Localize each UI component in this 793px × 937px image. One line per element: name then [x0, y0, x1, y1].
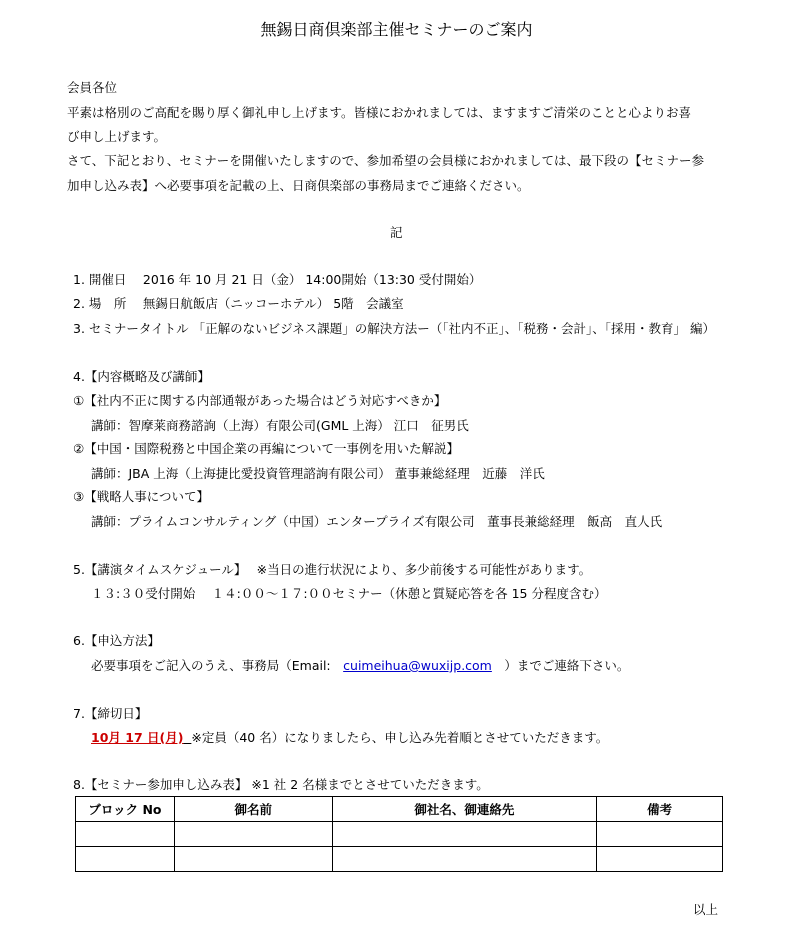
- table-header-row: [76, 797, 723, 822]
- section-deadline-heading: 7.【締切日】: [73, 706, 148, 721]
- section-apply-heading: 6.【申込方法】: [73, 633, 160, 648]
- col-company-contact: 御社名、御連絡先: [332, 797, 597, 822]
- section-schedule-heading: 5.【講演タイムスケジュール】 ※当日の進行状況により、多少前後する可能性があります。: [73, 562, 592, 577]
- email-link[interactable]: cuimeihua@wuxijp.com: [343, 658, 492, 673]
- deadline-line: [91, 730, 608, 746]
- apply-text-before: 必要事項をご記入のうえ、事務局（Email:: [91, 658, 344, 673]
- cell-remarks[interactable]: [597, 847, 723, 872]
- cell-name[interactable]: [174, 847, 332, 872]
- topic-2-title: ②【中国・国際税務と中国企業の再編について一事例を用いた解説】: [73, 441, 459, 456]
- cell-company-contact[interactable]: [332, 822, 597, 847]
- topic-2-lecturer: 講師：JBA 上海（上海捷比愛投資管理諮詢有限公司） 董事兼総経理 近藤 洋氏: [91, 466, 545, 481]
- cell-remarks[interactable]: [597, 822, 723, 847]
- intro-line-3: さて、下記とおり、セミナーを開催いたしますので、参加希望の会員様におかれましては、最下段の【セミナー参: [67, 153, 705, 168]
- cell-name[interactable]: [174, 822, 332, 847]
- salutation: 会員各位: [67, 80, 118, 95]
- cell-block-no[interactable]: [76, 822, 175, 847]
- page-title: 無錫日商倶楽部主催セミナーのご案内: [260, 20, 533, 39]
- closing: 以上: [693, 902, 719, 917]
- col-block-no: ブロック No: [76, 797, 175, 822]
- schedule-text: １３:３０受付開始 １４:００～１７:００セミナー（休憩と質疑応答を各 15 分程度含む）: [91, 586, 607, 601]
- deadline-note: ※定員（40 名）になりましたら、申し込み先着順とさせていただきます。: [191, 730, 609, 745]
- table-row: [76, 847, 723, 872]
- item-seminar-title: 3. セミナータイトル 「正解のないビジネス課題」の解決方法ー（「社内不正」、「税務・会計」、「採用・教育」 編）: [73, 321, 715, 336]
- topic-3-lecturer: 講師：プライムコンサルティング（中国）エンタープライズ有限公司 董事長兼総経理 飯高 直人氏: [91, 514, 663, 529]
- intro-line-2: び申し上げます。: [67, 129, 167, 144]
- cell-company-contact[interactable]: [332, 847, 597, 872]
- item-date: 1. 開催日 2016 年 10 月 21 日（金） 14:00開始（13:30 受付開始）: [73, 272, 482, 287]
- section-content-heading: 4.【内容概略及び講師】: [73, 369, 210, 384]
- deadline-date: 10月 17 日(月): [91, 730, 184, 745]
- section-form-heading: 8.【セミナー参加申し込み表】 ※1 社 2 名様までとさせていただきます。: [73, 777, 489, 792]
- apply-text-after: ）までご連絡下さい。: [491, 658, 630, 673]
- application-form-table: [75, 796, 723, 872]
- item-venue: 2. 場 所 無錫日航飯店（ニッコーホテル） 5階 会議室: [73, 296, 404, 311]
- topic-1-title: ①【社内不正に関する内部通報があった場合はどう対応すべきか】: [73, 393, 447, 408]
- ki-heading: 記: [390, 225, 403, 240]
- topic-3-title: ③【戦略人事について】: [73, 489, 209, 504]
- col-remarks: 備考: [597, 797, 723, 822]
- intro-line-1: 平素は格別のご高配を賜り厚く御礼申し上げます。皆様におかれましては、ますますご清栄のことと心よりお喜: [67, 105, 692, 120]
- table-row: [76, 822, 723, 847]
- col-name: 御名前: [174, 797, 332, 822]
- apply-text: [91, 658, 629, 674]
- topic-1-lecturer: 講師：智摩莱商務諮詢（上海）有限公司(GML 上海） 江口 征男氏: [91, 418, 469, 433]
- intro-line-4: 加申し込み表】へ必要事項を記載の上、日商倶楽部の事務局までご連絡ください。: [67, 178, 530, 193]
- cell-block-no[interactable]: [76, 847, 175, 872]
